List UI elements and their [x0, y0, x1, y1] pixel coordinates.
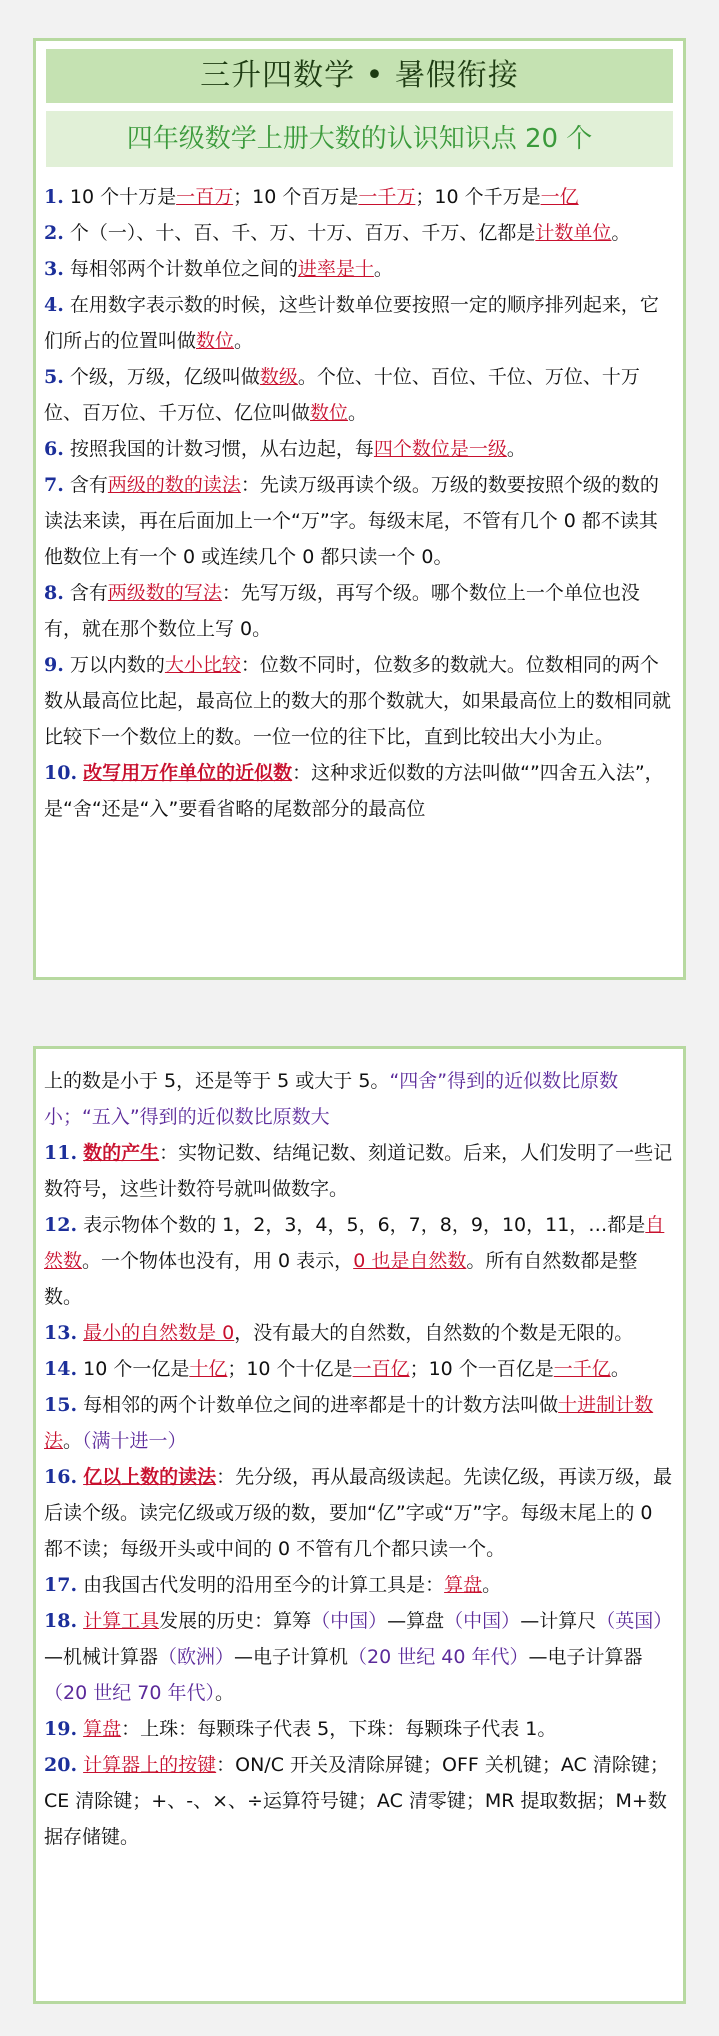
note-text: （20 世纪 40 年代）: [348, 1646, 529, 1668]
item-text: ：先分级，再从最高级读起。先读亿级，再读万级，最后读个级。读完亿级或万级的数，要加“亿”字或“万”字。每级末尾上的 0 都不读；每级开头或中间的 0 不管有几个都只读一个。: [44, 1466, 673, 1560]
list-item-continued: [44, 1063, 675, 1135]
note-text: （20 世纪 70 年代）: [44, 1682, 215, 1704]
item-text: 。一个物体也没有，用 0 表示，: [82, 1250, 354, 1272]
item-text: 万以内数的: [63, 654, 165, 676]
highlight: 一千万: [358, 186, 416, 208]
list-item: [44, 575, 675, 647]
item-text: 。: [482, 1574, 502, 1596]
highlight: 一百亿: [352, 1358, 410, 1380]
item-number: 7.: [44, 474, 64, 496]
highlight: 计算工具: [83, 1610, 160, 1632]
list-item: [44, 287, 675, 359]
item-number: 14.: [44, 1358, 78, 1380]
note-text: （中国）: [311, 1610, 388, 1632]
item-text: 含有: [63, 582, 108, 604]
item-text: ：位数不同时，位数多的数就大。位数相同的两个数从最高位比起，最高位上的数大的那个数就大，如果最高位上的数相同就比较下一个数位上的数。一位一位的往下比，直到比较出大小为止。: [44, 654, 672, 748]
item-text: 。: [611, 222, 631, 244]
item-number: 18.: [44, 1610, 78, 1632]
item-text: 上的数是小于 5，还是等于 5 或大于 5。: [44, 1070, 390, 1092]
item-text: ；10 个十亿是: [227, 1358, 353, 1380]
highlight: 算盘: [444, 1574, 483, 1596]
item-text: ；10 个百万是: [233, 186, 359, 208]
item-text: 。: [610, 1358, 630, 1380]
note-text: “四舍”得到的近似数比原数小；“五入”得到的近似数比原数大: [44, 1070, 619, 1128]
item-text: 。个位、十位、百位、千位、万位、十万位、百万位、千万位、亿位叫做: [44, 366, 640, 424]
highlight: 一百万: [176, 186, 234, 208]
bottom-panel: [33, 1046, 686, 2004]
top-panel: [33, 38, 686, 980]
page-title: 三升四数学 • 暑假衔接: [46, 49, 673, 103]
item-text: 。: [506, 438, 526, 460]
item-text: ：ON/C 开关及清除屏键；OFF 关机键；AC 清除键；CE 清除键；+、-、×、÷运算符号键；AC 清零键；MR 提取数据；M+数据存储键。: [44, 1754, 669, 1848]
item-text: 每相邻的两个计数单位之间的进率都是十的计数方法叫做: [77, 1394, 559, 1416]
item-text: 。: [348, 402, 368, 424]
item-text: ：上珠：每颗珠子代表 5，下珠：每颗珠子代表 1。: [121, 1718, 557, 1740]
highlight: 一千亿: [553, 1358, 611, 1380]
item-text: 每相邻两个计数单位之间的: [63, 258, 298, 280]
highlight: 计数单位: [535, 222, 612, 244]
note-text: （欧洲）: [158, 1646, 235, 1668]
highlight: 数位: [196, 330, 235, 352]
item-text: ；10 个千万是: [415, 186, 541, 208]
highlight: 数级: [259, 366, 298, 388]
list-item: [44, 1459, 675, 1567]
list-item: [44, 1207, 675, 1315]
item-text: ：先读万级再读个级。万级的数要按照个级的数的读法来读，再在后面加上一个“万”字。每级末尾，不管有几个 0 都不读其他数位上有一个 0 或连续几个 0 都只读一个 0。: [44, 474, 659, 568]
item-number: 4.: [44, 294, 64, 316]
highlight: 亿以上数的读法: [83, 1466, 217, 1488]
highlight: 四个数位是一级: [373, 438, 507, 460]
note-text: （英国）: [596, 1610, 673, 1632]
list-item: [44, 755, 675, 827]
highlight: 改写用万作单位的近似数: [83, 762, 293, 784]
item-text: ，没有最大的自然数，自然数的个数是无限的。: [234, 1322, 634, 1344]
list-item: [44, 1711, 675, 1747]
highlight: 两级的数的读法: [107, 474, 241, 496]
list-item: [44, 1135, 675, 1207]
list-item: [44, 359, 675, 431]
highlight: 数的产生: [83, 1142, 160, 1164]
item-text: 10 个一亿是: [77, 1358, 190, 1380]
highlight: 自然数: [44, 1214, 665, 1272]
item-number: 10.: [44, 762, 78, 784]
item-text: 。: [373, 258, 393, 280]
item-text: 个（一）、十、百、千、万、十万、百万、千万、亿都是: [63, 222, 536, 244]
highlight: 大小比较: [164, 654, 241, 676]
item-text: 发展的历史：算筹: [159, 1610, 312, 1632]
list-item: [44, 431, 675, 467]
list-item: [44, 1351, 675, 1387]
list-item: [44, 215, 675, 251]
item-text: —计算尺: [520, 1610, 597, 1632]
highlight: 一亿: [540, 186, 579, 208]
list-item: [44, 1603, 675, 1711]
highlight: 十亿: [189, 1358, 228, 1380]
item-text: ：这种求近似数的方法叫做“”四舍五入法”，是“舍“还是“入”要看省略的尾数部分的最高位: [44, 762, 664, 820]
item-number: 13.: [44, 1322, 78, 1344]
item-number: 12.: [44, 1214, 78, 1236]
item-text: 含有: [63, 474, 108, 496]
highlight: 两级数的写法: [107, 582, 222, 604]
note-text: （满十进一）: [82, 1430, 187, 1452]
item-number: 9.: [44, 654, 64, 676]
item-number: 3.: [44, 258, 64, 280]
item-text: —电子计算器: [528, 1646, 643, 1668]
item-text: 表示物体个数的 1，2，3，4，5，6，7，8，9，10，11，…都是: [77, 1214, 646, 1236]
content-part-2: [44, 1063, 675, 1855]
list-item: [44, 1387, 675, 1459]
item-number: 1.: [44, 186, 64, 208]
highlight: 计算器上的按键: [83, 1754, 217, 1776]
item-number: 6.: [44, 438, 64, 460]
highlight: 最小的自然数是 0: [83, 1322, 235, 1344]
list-item: [44, 1315, 675, 1351]
item-number: 8.: [44, 582, 64, 604]
item-number: 20.: [44, 1754, 78, 1776]
item-text: ：实物记数、结绳记数、刻道记数。后来，人们发明了一些记数符号，这些计数符号就叫做数字。: [44, 1142, 673, 1200]
item-text: 。: [214, 1682, 234, 1704]
list-item: [44, 467, 675, 575]
item-text: 10 个十万是: [63, 186, 177, 208]
highlight: 十进制计数法: [44, 1394, 654, 1452]
item-text: —机械计算器: [44, 1646, 159, 1668]
item-number: 19.: [44, 1718, 78, 1740]
list-item: [44, 179, 675, 215]
item-number: 11.: [44, 1142, 78, 1164]
item-text: 由我国古代发明的沿用至今的计算工具是：: [77, 1574, 445, 1596]
item-text: 。: [63, 1430, 83, 1452]
item-number: 2.: [44, 222, 64, 244]
list-item: [44, 1747, 675, 1855]
highlight: 算盘: [83, 1718, 122, 1740]
item-number: 15.: [44, 1394, 78, 1416]
item-text: 。: [234, 330, 254, 352]
item-number: 16.: [44, 1466, 78, 1488]
content-part-1: [44, 179, 675, 827]
list-item: [44, 1567, 675, 1603]
item-text: ；10 个一百亿是: [409, 1358, 554, 1380]
item-text: ：先写万级，再写个级。哪个数位上一个单位也没有，就在那个数位上写 0。: [44, 582, 640, 640]
item-text: 在用数字表示数的时候，这些计数单位要按照一定的顺序排列起来，它们所占的位置叫做: [44, 294, 659, 352]
item-text: 按照我国的计数习惯，从右边起，每: [63, 438, 374, 460]
highlight: 数位: [310, 402, 349, 424]
item-number: 17.: [44, 1574, 78, 1596]
list-item: [44, 647, 675, 755]
highlight: 0 也是自然数: [353, 1250, 467, 1272]
item-number: 5.: [44, 366, 64, 388]
list-item: [44, 251, 675, 287]
note-text: （中国）: [444, 1610, 521, 1632]
item-text: 个级，万级，亿级叫做: [63, 366, 260, 388]
highlight: 进率是十: [297, 258, 374, 280]
item-text: 。所有自然数都是整数。: [44, 1250, 638, 1308]
page-subtitle: 四年级数学上册大数的认识知识点 20 个: [46, 111, 673, 167]
item-text: —算盘: [387, 1610, 445, 1632]
item-text: —电子计算机: [234, 1646, 349, 1668]
